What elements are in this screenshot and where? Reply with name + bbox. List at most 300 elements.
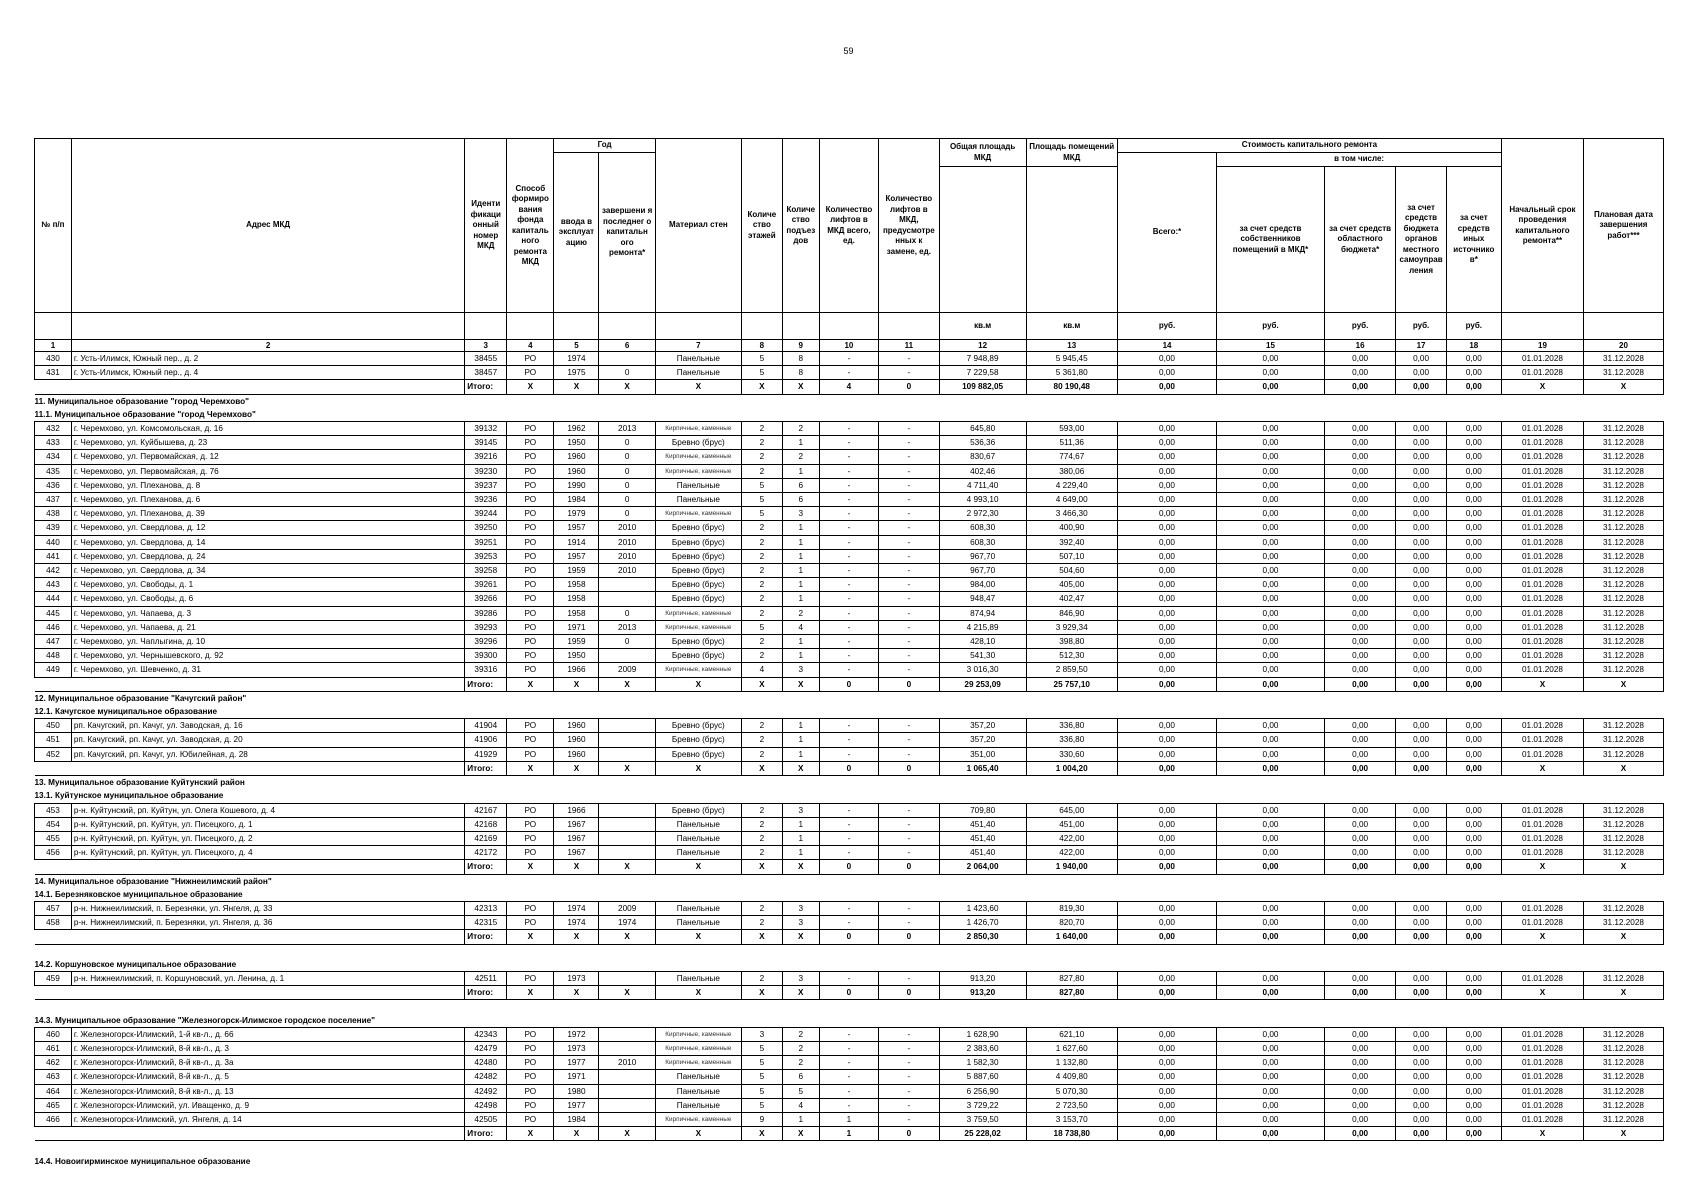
total-label: Итого: [465,860,507,874]
cell-owners-cost: 0,00 [1217,817,1325,831]
cell-entrances: 8 [782,352,819,366]
cell-year-repair [599,1070,655,1084]
cell-address: р-н. Куйтунский, рп. Куйтун, ул. Олега Кошевого, д. 4 [71,803,464,817]
cell-wall-material: Панельные [655,1098,741,1112]
cell-address: р-н. Нижнеилимский, п. Березняки, ул. Янгеля, д. 36 [71,916,464,930]
total-cell: X [782,677,819,691]
cell-end-date: 31.12.2028 [1583,422,1663,436]
cell-total-cost: 0,00 [1117,831,1216,845]
total-cell: 0,00 [1217,380,1325,394]
cell-lifts-total: - [819,422,878,436]
cell-address: г. Черемхово, ул. Первомайская, д. 12 [71,450,464,464]
cell-other-cost: 0,00 [1446,1098,1501,1112]
total-cell: X [1583,860,1663,874]
page-number: 59 [843,46,854,56]
cell-start-date: 01.01.2028 [1501,478,1583,492]
cell-total-area: 5 887,60 [939,1070,1026,1084]
col-header-method: Способ формиро вания фонда капиталь ного ремонта МКД [507,139,554,313]
cell-year-built: 1971 [554,620,599,634]
cell-lifts-replace: - [879,1112,939,1126]
total-label: Итого: [465,761,507,775]
cell-lifts-total: - [819,817,878,831]
cell-local-cost: 0,00 [1396,747,1446,761]
cell-mkd-id: 39132 [465,422,507,436]
cell-mkd-id: 42313 [465,901,507,915]
cell-row-number: 449 [35,663,72,677]
cell-other-cost: 0,00 [1446,719,1501,733]
total-cell: X [599,930,655,944]
total-cell: 0,00 [1217,860,1325,874]
cell-row-number: 452 [35,747,72,761]
total-cell: X [554,761,599,775]
cell-room-area: 1 132,80 [1026,1056,1117,1070]
cell-fund-method: РО [507,436,554,450]
column-number: 19 [1501,340,1583,352]
cell-owners-cost: 0,00 [1217,620,1325,634]
cell-owners-cost: 0,00 [1217,535,1325,549]
cell-year-built: 1950 [554,436,599,450]
cell-total-cost: 0,00 [1117,649,1216,663]
cell-total-cost: 0,00 [1117,733,1216,747]
total-cell: X [655,986,741,1000]
cell-regional-cost: 0,00 [1324,1041,1396,1055]
cell-total-cost: 0,00 [1117,478,1216,492]
cell-entrances: 1 [782,521,819,535]
total-cell: 0,00 [1117,986,1216,1000]
total-row [35,930,1664,944]
cell-address: г. Железногорск-Илимский, ул. Янгеля, д. 14 [71,1112,464,1126]
cell-regional-cost: 0,00 [1324,478,1396,492]
cell-end-date: 31.12.2028 [1583,606,1663,620]
cell-row-number: 432 [35,422,72,436]
total-cell: 0,00 [1217,761,1325,775]
total-cell: 0,00 [1217,1127,1325,1141]
cell-other-cost: 0,00 [1446,663,1501,677]
cell-year-repair [599,803,655,817]
cell-lifts-total: - [819,507,878,521]
cell-lifts-replace: - [879,901,939,915]
cell-room-area: 400,90 [1026,521,1117,535]
cell-fund-method: РО [507,606,554,620]
capital-repair-table-sheet [34,138,1664,1168]
cell-mkd-id: 42167 [465,803,507,817]
cell-wall-material: Кирпичные, каменные [655,663,741,677]
cell-start-date: 01.01.2028 [1501,606,1583,620]
cell-local-cost: 0,00 [1396,478,1446,492]
cell-local-cost: 0,00 [1396,846,1446,860]
cell-room-area: 380,06 [1026,464,1117,478]
cell-owners-cost: 0,00 [1217,1084,1325,1098]
total-cell: 0,00 [1117,761,1216,775]
cell-entrances: 1 [782,817,819,831]
cell-floors: 5 [741,1041,782,1055]
cell-lifts-total: - [819,747,878,761]
cell-address: г. Железногорск-Илимский, 8-й кв-л., д. 5 [71,1070,464,1084]
cell-end-date: 31.12.2028 [1583,733,1663,747]
cell-other-cost: 0,00 [1446,620,1501,634]
total-cell: X [1583,677,1663,691]
cell-row-number: 442 [35,564,72,578]
cell-regional-cost: 0,00 [1324,422,1396,436]
cell-lifts-replace: - [879,564,939,578]
cell-end-date: 31.12.2028 [1583,916,1663,930]
cell-entrances: 1 [782,578,819,592]
col-header-room-area: Площадь помещений МКД [1026,139,1117,167]
cell-row-number: 457 [35,901,72,915]
cell-row-number: 464 [35,1084,72,1098]
cell-start-date: 01.01.2028 [1501,901,1583,915]
cell-owners-cost: 0,00 [1217,901,1325,915]
cell-fund-method: РО [507,1027,554,1041]
cell-year-built: 1967 [554,817,599,831]
cell-floors: 2 [741,592,782,606]
cell-local-cost: 0,00 [1396,620,1446,634]
cell-floors: 5 [741,1070,782,1084]
cell-mkd-id: 39261 [465,578,507,592]
cell-floors: 2 [741,521,782,535]
cell-room-area: 3 153,70 [1026,1112,1117,1126]
cell-floors: 2 [741,831,782,845]
cell-year-repair [599,1112,655,1126]
cell-total-cost: 0,00 [1117,1112,1216,1126]
cell-other-cost: 0,00 [1446,916,1501,930]
column-number: 8 [741,340,782,352]
cell-year-built: 1977 [554,1098,599,1112]
cell-year-built: 1960 [554,464,599,478]
cell-other-cost: 0,00 [1446,1084,1501,1098]
cell-other-cost: 0,00 [1446,422,1501,436]
cell-fund-method: РО [507,1041,554,1055]
cell-year-built: 1979 [554,507,599,521]
cell-fund-method: РО [507,803,554,817]
cell-address: рп. Качугский, рп. Качуг, ул. Юбилейная, д. 28 [71,747,464,761]
cell-regional-cost: 0,00 [1324,635,1396,649]
total-cell: X [741,380,782,394]
cell-entrances: 2 [782,450,819,464]
total-cell: 0,00 [1217,677,1325,691]
cell-floors: 5 [741,1056,782,1070]
cell-entrances: 3 [782,901,819,915]
cell-owners-cost: 0,00 [1217,606,1325,620]
cell-row-number: 443 [35,578,72,592]
unit-local: руб. [1396,313,1446,340]
cell-floors: 2 [741,916,782,930]
total-cell: 2 850,30 [939,930,1026,944]
total-cell: 0,00 [1446,860,1501,874]
cell-fund-method: РО [507,971,554,985]
section-title-row [35,1155,1664,1168]
total-cell: 0,00 [1324,1127,1396,1141]
cell-mkd-id: 39300 [465,649,507,663]
cell-start-date: 01.01.2028 [1501,620,1583,634]
cell-other-cost: 0,00 [1446,507,1501,521]
cell-year-built: 1959 [554,564,599,578]
cell-row-number: 436 [35,478,72,492]
cell-end-date: 31.12.2028 [1583,549,1663,563]
cell-total-cost: 0,00 [1117,422,1216,436]
total-cell: X [507,677,554,691]
cell-end-date: 31.12.2028 [1583,1056,1663,1070]
cell-fund-method: РО [507,831,554,845]
total-cell: X [741,930,782,944]
cell-owners-cost: 0,00 [1217,507,1325,521]
cell-row-number: 446 [35,620,72,634]
cell-total-area: 608,30 [939,521,1026,535]
cell-floors: 2 [741,649,782,663]
cell-start-date: 01.01.2028 [1501,1056,1583,1070]
cell-lifts-total: - [819,366,878,380]
col-header-regional: за счет средств областного бюджета* [1324,167,1396,313]
table-row [35,592,1664,606]
total-cell: 18 738,80 [1026,1127,1117,1141]
cell-other-cost: 0,00 [1446,733,1501,747]
cell-fund-method: РО [507,507,554,521]
total-cell: 80 190,48 [1026,380,1117,394]
cell-lifts-total: 1 [819,1112,878,1126]
col-header-total-area: Общая площадь МКД [939,139,1026,167]
cell-total-cost: 0,00 [1117,803,1216,817]
cell-address: г. Железногорск-Илимский, ул. Иващенко, д. 9 [71,1098,464,1112]
section-title-row [35,776,1664,790]
col-header-year-built: ввода в эксплуат ацию [554,153,599,313]
cell-room-area: 336,80 [1026,719,1117,733]
cell-mkd-id: 41904 [465,719,507,733]
cell-row-number: 437 [35,493,72,507]
cell-local-cost: 0,00 [1396,535,1446,549]
cell-lifts-replace: - [879,831,939,845]
cell-local-cost: 0,00 [1396,916,1446,930]
cell-end-date: 31.12.2028 [1583,464,1663,478]
cell-lifts-replace: - [879,803,939,817]
cell-total-area: 608,30 [939,535,1026,549]
cell-floors: 5 [741,1084,782,1098]
total-cell: 0,00 [1446,930,1501,944]
cell-lifts-total: - [819,1041,878,1055]
cell-local-cost: 0,00 [1396,901,1446,915]
cell-lifts-replace: - [879,549,939,563]
cell-lifts-replace: - [879,747,939,761]
cell-total-cost: 0,00 [1117,846,1216,860]
table-row [35,450,1664,464]
cell-room-area: 5 361,80 [1026,366,1117,380]
cell-lifts-total: - [819,352,878,366]
table-row [35,649,1664,663]
cell-year-built: 1962 [554,422,599,436]
total-label: Итого: [465,380,507,394]
table-header [35,139,1664,352]
cell-wall-material: Бревно (брус) [655,635,741,649]
total-cell: 2 064,00 [939,860,1026,874]
cell-address: г. Черемхово, ул. Свободы, д. 1 [71,578,464,592]
cell-room-area: 511,36 [1026,436,1117,450]
section-title: 14.1. Березняковское муниципальное образование [34,889,243,899]
cell-wall-material: Бревно (брус) [655,649,741,663]
cell-lifts-replace: - [879,971,939,985]
table-row [35,521,1664,535]
column-number: 20 [1583,340,1663,352]
cell-room-area: 330,60 [1026,747,1117,761]
cell-total-cost: 0,00 [1117,592,1216,606]
cell-room-area: 827,80 [1026,971,1117,985]
table-row [35,1084,1664,1098]
cell-start-date: 01.01.2028 [1501,592,1583,606]
cell-fund-method: РО [507,535,554,549]
cell-year-built: 1960 [554,450,599,464]
cell-year-built: 1960 [554,733,599,747]
cell-year-repair: 2010 [599,564,655,578]
cell-entrances: 3 [782,971,819,985]
cell-total-area: 7 948,89 [939,352,1026,366]
cell-other-cost: 0,00 [1446,635,1501,649]
table-group [35,352,1664,395]
cell-year-repair: 0 [599,493,655,507]
cell-total-cost: 0,00 [1117,971,1216,985]
section-title-row [35,408,1664,422]
cell-lifts-total: - [819,971,878,985]
cell-total-area: 948,47 [939,592,1026,606]
cell-end-date: 31.12.2028 [1583,649,1663,663]
table-group [35,691,1664,775]
total-cell: 0,00 [1396,1127,1446,1141]
cell-local-cost: 0,00 [1396,493,1446,507]
cell-floors: 5 [741,1098,782,1112]
cell-regional-cost: 0,00 [1324,1098,1396,1112]
cell-start-date: 01.01.2028 [1501,564,1583,578]
cell-mkd-id: 42169 [465,831,507,845]
cell-lifts-total: - [819,1098,878,1112]
total-cell: X [741,1127,782,1141]
cell-mkd-id: 42498 [465,1098,507,1112]
cell-fund-method: РО [507,578,554,592]
total-cell: X [507,930,554,944]
cell-end-date: 31.12.2028 [1583,521,1663,535]
cell-room-area: 4 649,00 [1026,493,1117,507]
cell-mkd-id: 39316 [465,663,507,677]
cell-other-cost: 0,00 [1446,1027,1501,1041]
cell-fund-method: РО [507,592,554,606]
cell-total-cost: 0,00 [1117,620,1216,634]
cell-year-built: 1958 [554,606,599,620]
table-row [35,1056,1664,1070]
total-label: Итого: [465,1127,507,1141]
cell-year-built: 1984 [554,1112,599,1126]
cell-fund-method: РО [507,846,554,860]
total-cell: 913,20 [939,986,1026,1000]
total-cell: X [507,986,554,1000]
cell-entrances: 2 [782,1041,819,1055]
cell-lifts-replace: - [879,649,939,663]
column-number: 9 [782,340,819,352]
cell-regional-cost: 0,00 [1324,578,1396,592]
cell-regional-cost: 0,00 [1324,1056,1396,1070]
cell-floors: 2 [741,422,782,436]
cell-regional-cost: 0,00 [1324,564,1396,578]
section-title: 14.4. Новоигирминское муниципальное образование [34,1156,251,1166]
cell-lifts-replace: - [879,535,939,549]
col-header-address: Адрес МКД [71,139,464,313]
cell-row-number: 433 [35,436,72,450]
cell-year-built: 1973 [554,971,599,985]
cell-total-cost: 0,00 [1117,606,1216,620]
cell-owners-cost: 0,00 [1217,649,1325,663]
cell-regional-cost: 0,00 [1324,352,1396,366]
total-cell: X [599,677,655,691]
units-row [35,313,1664,340]
cell-address: г. Черемхово, ул. Плеханова, д. 39 [71,507,464,521]
table-row [35,1041,1664,1055]
cell-lifts-total: - [819,478,878,492]
cell-year-built: 1974 [554,901,599,915]
cell-room-area: 451,00 [1026,817,1117,831]
cell-lifts-total: - [819,719,878,733]
cell-lifts-total: - [819,578,878,592]
cell-total-cost: 0,00 [1117,1027,1216,1041]
total-cell: X [554,930,599,944]
col-header-start: Начальный срок проведения капитального ремонта** [1501,139,1583,313]
cell-owners-cost: 0,00 [1217,521,1325,535]
cell-row-number: 447 [35,635,72,649]
cell-end-date: 31.12.2028 [1583,535,1663,549]
cell-start-date: 01.01.2028 [1501,803,1583,817]
cell-total-cost: 0,00 [1117,436,1216,450]
cell-address: рп. Качугский, рп. Качуг, ул. Заводская, д. 20 [71,733,464,747]
cell-fund-method: РО [507,422,554,436]
total-cell: 0,00 [1396,930,1446,944]
cell-room-area: 402,47 [1026,592,1117,606]
cell-lifts-total: - [819,901,878,915]
cell-total-cost: 0,00 [1117,549,1216,563]
cell-row-number: 458 [35,916,72,930]
cell-start-date: 01.01.2028 [1501,971,1583,985]
cell-address: г. Железногорск-Илимский, 8-й кв-л., д. 13 [71,1084,464,1098]
total-cell: 0,00 [1446,761,1501,775]
cell-end-date: 31.12.2028 [1583,1041,1663,1055]
cell-room-area: 819,30 [1026,901,1117,915]
column-number: 17 [1396,340,1446,352]
cell-end-date: 31.12.2028 [1583,620,1663,634]
cell-wall-material: Панельные [655,493,741,507]
total-cell: X [741,860,782,874]
cell-address: г. Черемхово, ул. Плеханова, д. 6 [71,493,464,507]
cell-year-built: 1977 [554,1056,599,1070]
cell-address: г. Черемхово, ул. Свободы, д. 6 [71,592,464,606]
cell-room-area: 2 859,50 [1026,663,1117,677]
section-title-row [35,958,1664,972]
cell-start-date: 01.01.2028 [1501,1098,1583,1112]
cell-lifts-replace: - [879,1070,939,1084]
cell-floors: 2 [741,971,782,985]
table-row [35,1027,1664,1041]
table-row [35,803,1664,817]
total-cell: 0,00 [1396,860,1446,874]
cell-entrances: 2 [782,1056,819,1070]
col-header-id: Иденти фикаци онный номер МКД [465,139,507,313]
total-cell: 0 [819,930,878,944]
cell-room-area: 392,40 [1026,535,1117,549]
col-header-local: за счет средств бюджета органов местного самоуправ ления [1396,167,1446,313]
total-cell: 0 [819,986,878,1000]
cell-start-date: 01.01.2028 [1501,916,1583,930]
unit-owners: руб. [1217,313,1325,340]
cell-row-number: 444 [35,592,72,606]
cell-mkd-id: 38457 [465,366,507,380]
section-title-row [35,1014,1664,1028]
section-title: 13. Муниципальное образование Куйтунский район [34,778,245,788]
cell-end-date: 31.12.2028 [1583,901,1663,915]
cell-row-number: 459 [35,971,72,985]
table-group [35,1000,1664,1141]
cell-start-date: 01.01.2028 [1501,450,1583,464]
